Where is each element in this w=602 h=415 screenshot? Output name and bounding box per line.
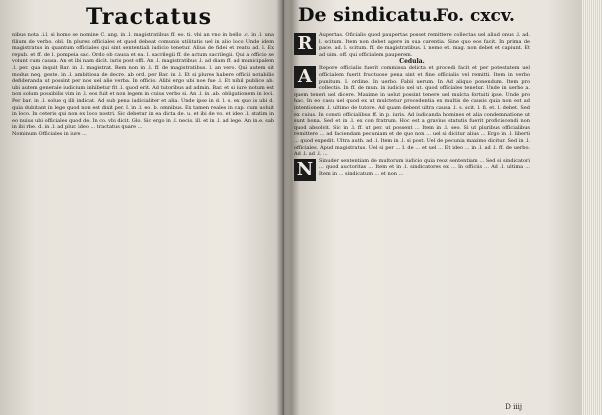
running-head-left — [6, 4, 278, 30]
left-body-text: nibus nota .i.l. si homo se nomine C. ang. in .l. magistratibus ff. eo. ti. vbi an vno in bello .c. in .l. una filium de verbo. obl. In plures officiales et quod debeat comunis utilitatis uel in alio loco Unde idem magistratus in quantum officiales qui sint sententiali iudicio tenetur. Alius de fidei et reatu ad. l. Ex repub. et ff. de l. pompeia sac. Ordo ob causa et ea. l. sacrilegii ff. de actum sacrilegii. Qui a officio se volunt cum causa. An et ibi nam dicit. iuris post offi. An .l. magistratibus .l. ad diam ff. ad municipalem .l. per. qua inquit Bar. in .l. magistrat. Rem non in .l. ff. de magistratibus. l. an vero. Qui autem sit modus neq. geste. in .l. ambitiosa de decre. ab ord. per Bar. in .l. Et si plures habere officii notabilis defideranda ut possint per nos uel alie verba. In officio. Alibi ergo ubi noe fue .l. Et nihil publice ab. ubi autem generale iudicium inhibetur fit .l. quod erit. Ad tutoribus ad admin. Bar. et si iure notum est non solum possibilis vim in .l. eos fuit et non legem in cuius verbo si. An .l. in .ab. obligationem in loci. Per bar. in .l. solue q illi indicat. Ad sub pena iudicialiter et alia. Unde ipse in d. l. s. ex quo is ubi d. quia dubitant in lege quod non est dixit per. I. in .l. eo. b. omnibus. Ex tamen reales in cap. cum uoluit in loco. In ceteris qui non ex loco nostri. Sic debetur in ea dicta de. u. et ibi de vo. et ideo .l. statim in eo nuius ubi officiales quod de. In co. vbi dicit. Glo. Sic ergo in .l. necis. ill. et in .l. ad lege. An in.e. sab in ibi rbe. d. in .l. ad plur. ideo ... tractatus quare ... — [12, 32, 274, 131]
folio-number: Fo. cxcv. — [436, 6, 515, 26]
initial-letter-3: N — [294, 159, 316, 181]
right-page-body — [294, 32, 530, 415]
paragraph-1-text: Aupertas. Oficialis quod paupertas posset remittere collectas uel aliud onus .l. ad. l. scitum. Item non debet agere in sua carentia. Sine quo eos facit. In prima de pace. ad. l. scitum. ff. de magistratibus. l. nemo et. mag. non debet et capiunt. Et ad uim. off. qui officialem pauperem. — [319, 32, 530, 58]
paragraph-3 — [294, 158, 530, 178]
initial-letter-2: A — [294, 66, 316, 88]
left-page — [6, 0, 278, 415]
paragraph-2-text: Itepore officialis fuerit commissa delicta et procedi facit et per potestatem uel officialem fuerit fructuose pena sint et fine officialis vel remitti. Item in verbo punitum. I. ordine. In uerbo. Fabii uerum. In Ad aliquo ponendum. Item pro collectis. In ff. de mun. in iudicio uel ut. quod officiales tenetur. Unde in uerbo a. quem teneri uel dicere. Maxime in uelut possint tenere uel mulcta fortuiti ipse. Unde pro hac. In eo casu uel quod ex ut mulctetur procedentia ex multis de causis quia non est ad intentionem .l. ultimo de tutore. Ad quam debent ultra causa .l. s. scit. l. fi. et. l. debet. Sed ex cuius. In consti officialibus ff. in p. iuris. Ad iudicanda homines et alia condemnatione ut sunt bona. Sed et in .l. ex con fratrum. Hoc est a gravius statutis fuerit proficiscendi non quod absolvit. Sic in .l. ff. ut per. ut possent ... Item in .l. seo. Si ut pluribus officialibus remittere ... ad faciendam pecuniam et de quo non ... uel si dicitur alius ... Ergo in .l. liberti ... quod expedit. Ultra auth. ad .l. Item in .l. si post. Uel de pecunia maximo dicitur. Sed in .l. officiales. Apud magistratus. Uel si per ... I. de ... et uel ... Et ideo ... in .l. ad .l. ff. de uerbo. Ad .l. ad .l. ... — [294, 65, 530, 158]
section-heading: Cedula. — [399, 58, 425, 66]
page-edges — [582, 0, 602, 415]
signature-mark: D iiij — [505, 403, 522, 411]
paragraph-1 — [294, 32, 530, 58]
initial-letter-1: R — [294, 33, 316, 55]
page-title-left: Tractatus — [86, 4, 212, 30]
running-head-right — [288, 4, 534, 30]
paragraph-3-text: Sinuder sententiam de multorum iudicio quia reoz sententiam ... Sed si sindicatori ... quod auctoritas ... Item et in .l. sindicatores ex ... In officiis ... Ad .l. ultima ... Item in ... sindicatum ... et non ... — [319, 157, 530, 177]
page-title-right: De sindicatu. — [298, 4, 439, 26]
left-note-line: Nominum Officiales in iure ... — [12, 130, 87, 137]
paragraph-2 — [294, 65, 530, 157]
left-page-body — [12, 32, 274, 415]
right-page — [288, 0, 534, 415]
